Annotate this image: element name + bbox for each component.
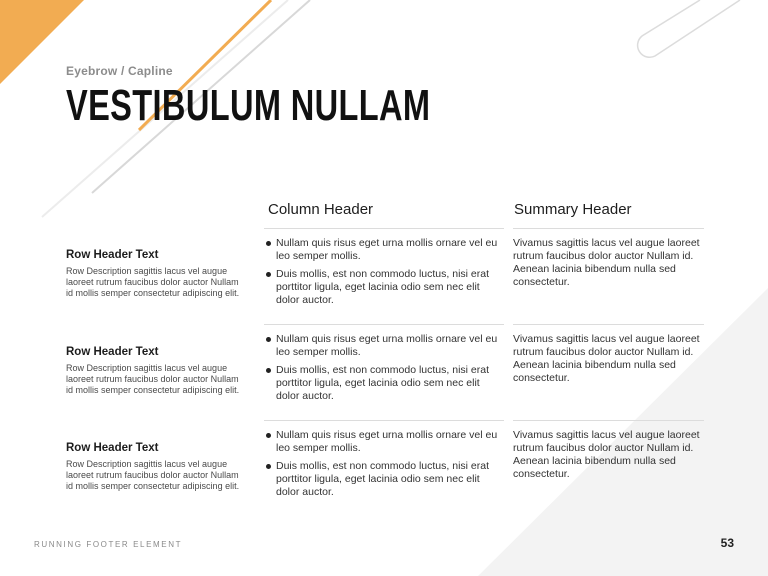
row-header-2 [66, 346, 246, 396]
summary-header: Summary Header [514, 201, 632, 218]
bullet-dot-icon [266, 337, 271, 342]
row-3-column-cell [264, 420, 504, 504]
bullet-item [264, 460, 504, 499]
decorative-pill-outline [638, 0, 740, 57]
row-2-column-cell [264, 324, 504, 408]
bullet-text: Duis mollis, est non commodo luctus, nisi erat porttitor ligula, eget lacinia odio sem nec elit dolor auctor. [276, 268, 489, 306]
bullet-dot-icon [266, 241, 271, 246]
bullet-dot-icon [266, 464, 271, 469]
row-header-1 [66, 249, 246, 299]
bullet-dot-icon [266, 368, 271, 373]
bullet-item [264, 268, 504, 307]
row-2-summary-cell [513, 324, 704, 385]
page-title: VESTIBULUM NULLAM [66, 81, 431, 130]
bullet-text: Nullam quis risus eget urna mollis ornare vel eu leo semper mollis. [276, 237, 498, 262]
bullet-item [264, 429, 504, 455]
row-description: Row Description sagittis lacus vel augue laoreet rutrum faucibus dolor auctor Nullam id mollis semper consectetur adipiscing elit. [66, 266, 240, 298]
column-header: Column Header [268, 201, 374, 218]
row-title: Row Header Text [66, 442, 159, 454]
bullet-dot-icon [266, 433, 271, 438]
bullet-text: Nullam quis risus eget urna mollis ornare vel eu leo semper mollis. [276, 429, 498, 454]
bullet-text: Duis mollis, est non commodo luctus, nisi erat porttitor ligula, eget lacinia odio sem nec elit dolor auctor. [276, 364, 489, 402]
summary-text: Vivamus sagittis lacus vel augue laoreet rutrum faucibus dolor auctor Nullam id. Aenean lacinia bibendum nulla sed consectetur. [513, 333, 700, 384]
row-header-3 [66, 442, 246, 492]
row-title: Row Header Text [66, 249, 159, 261]
row-3-summary-cell [513, 420, 704, 481]
bullet-item [264, 364, 504, 403]
bullet-text: Nullam quis risus eget urna mollis ornare vel eu leo semper mollis. [276, 333, 498, 358]
bullet-item [264, 237, 504, 263]
summary-text: Vivamus sagittis lacus vel augue laoreet rutrum faucibus dolor auctor Nullam id. Aenean lacinia bibendum nulla sed consectetur. [513, 429, 700, 480]
row-title: Row Header Text [66, 346, 159, 358]
running-footer: RUNNING FOOTER ELEMENT [34, 540, 183, 549]
bullet-text: Duis mollis, est non commodo luctus, nisi erat porttitor ligula, eget lacinia odio sem nec elit dolor auctor. [276, 460, 489, 498]
summary-text: Vivamus sagittis lacus vel augue laoreet rutrum faucibus dolor auctor Nullam id. Aenean lacinia bibendum nulla sed consectetur. [513, 237, 700, 288]
page-number: 53 [720, 536, 734, 550]
row-description: Row Description sagittis lacus vel augue laoreet rutrum faucibus dolor auctor Nullam id mollis semper consectetur adipiscing elit. [66, 459, 240, 491]
bullet-dot-icon [266, 272, 271, 277]
row-description: Row Description sagittis lacus vel augue laoreet rutrum faucibus dolor auctor Nullam id mollis semper consectetur adipiscing elit. [66, 363, 240, 395]
row-1-column-cell [264, 228, 504, 312]
eyebrow-text: Eyebrow / Capline [66, 64, 173, 78]
bullet-item [264, 333, 504, 359]
row-1-summary-cell [513, 228, 704, 289]
